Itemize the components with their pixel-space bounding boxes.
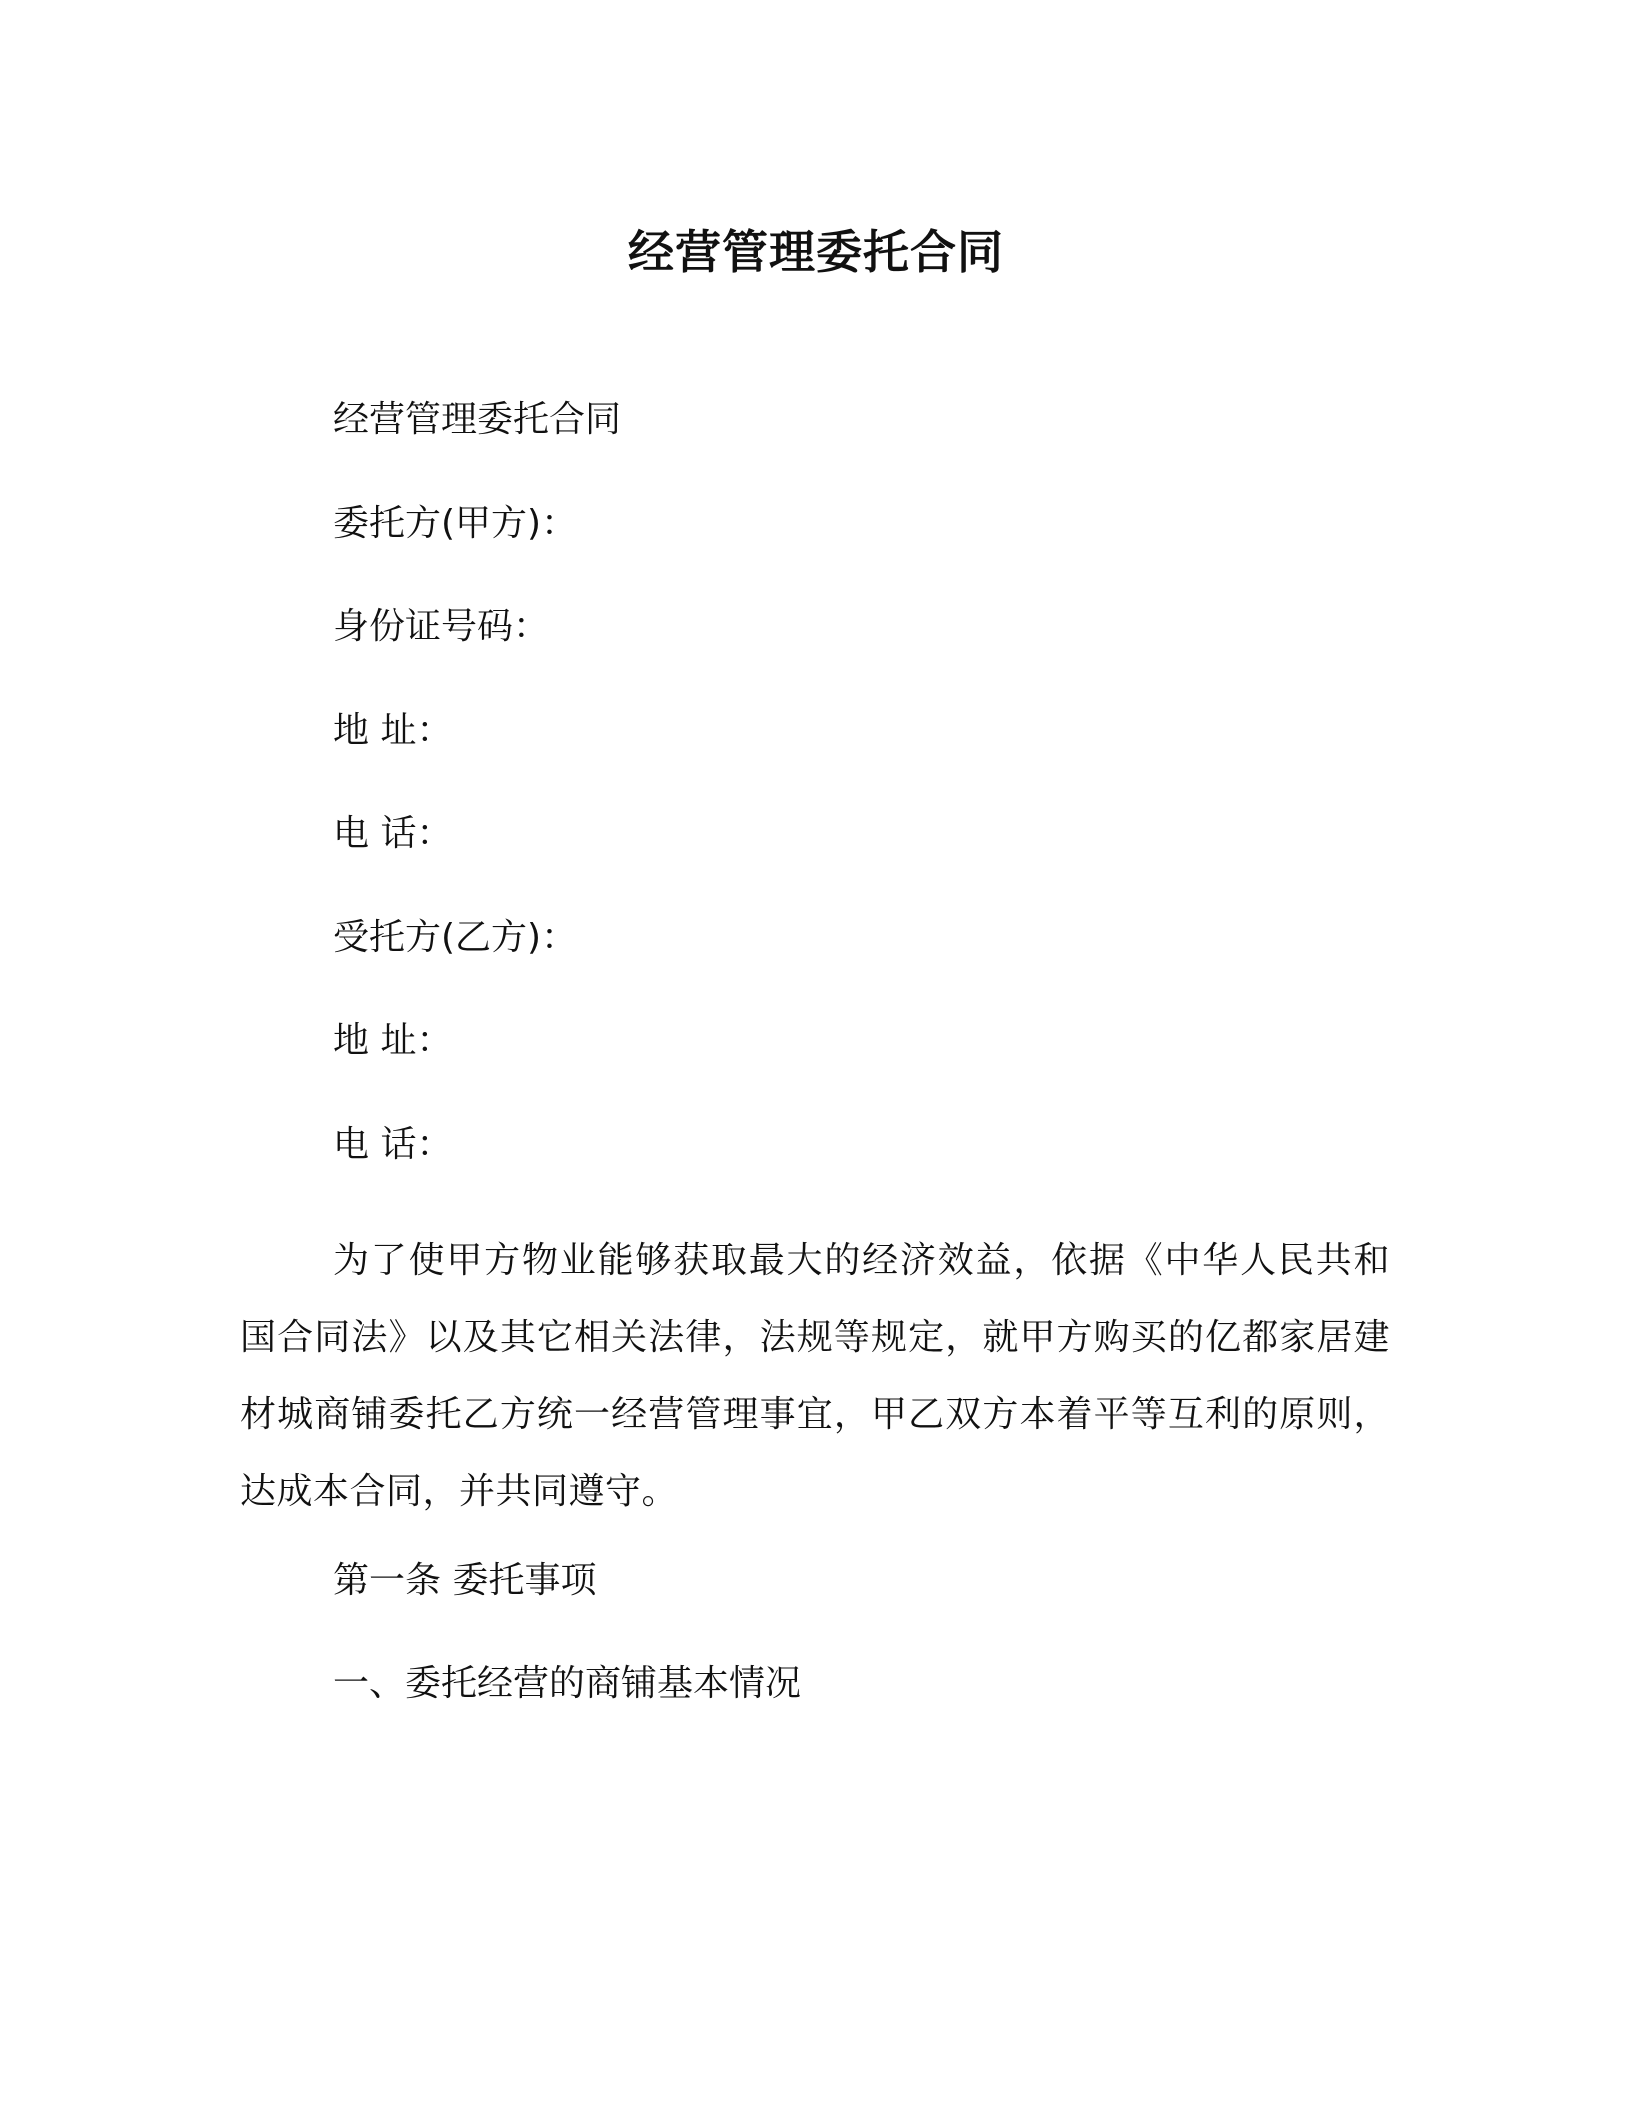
party-a-label: 委托方(甲方)： [333,503,578,544]
party-b-address-label: 地 址： [333,1020,453,1061]
contract-subtitle: 经营管理委托合同 [333,399,622,440]
preamble-paragraph: 为了使甲方物业能够获取最大的经济效益，依据《中华人民共和国合同法》以及其它相关法律，法规等规定，就甲方购买的亿都家居建材城商铺委托乙方统一经营管理事宜，甲乙双方本着平等互利的原则，达成本合同，并共同遵守。 [240,1240,1390,1512]
document-title: 经营管理委托合同 [628,225,1004,279]
party-a-address-label: 地 址： [333,710,453,751]
party-a-phone-label: 电 话： [333,813,453,854]
section-1-heading: 一、委托经营的商铺基本情况 [333,1663,802,1704]
party-b-label: 受托方(乙方)： [333,917,578,958]
id-number-label: 身份证号码： [333,606,550,647]
article-1-heading: 第一条 委托事项 [333,1560,597,1601]
party-b-phone-label: 电 话： [333,1124,453,1165]
